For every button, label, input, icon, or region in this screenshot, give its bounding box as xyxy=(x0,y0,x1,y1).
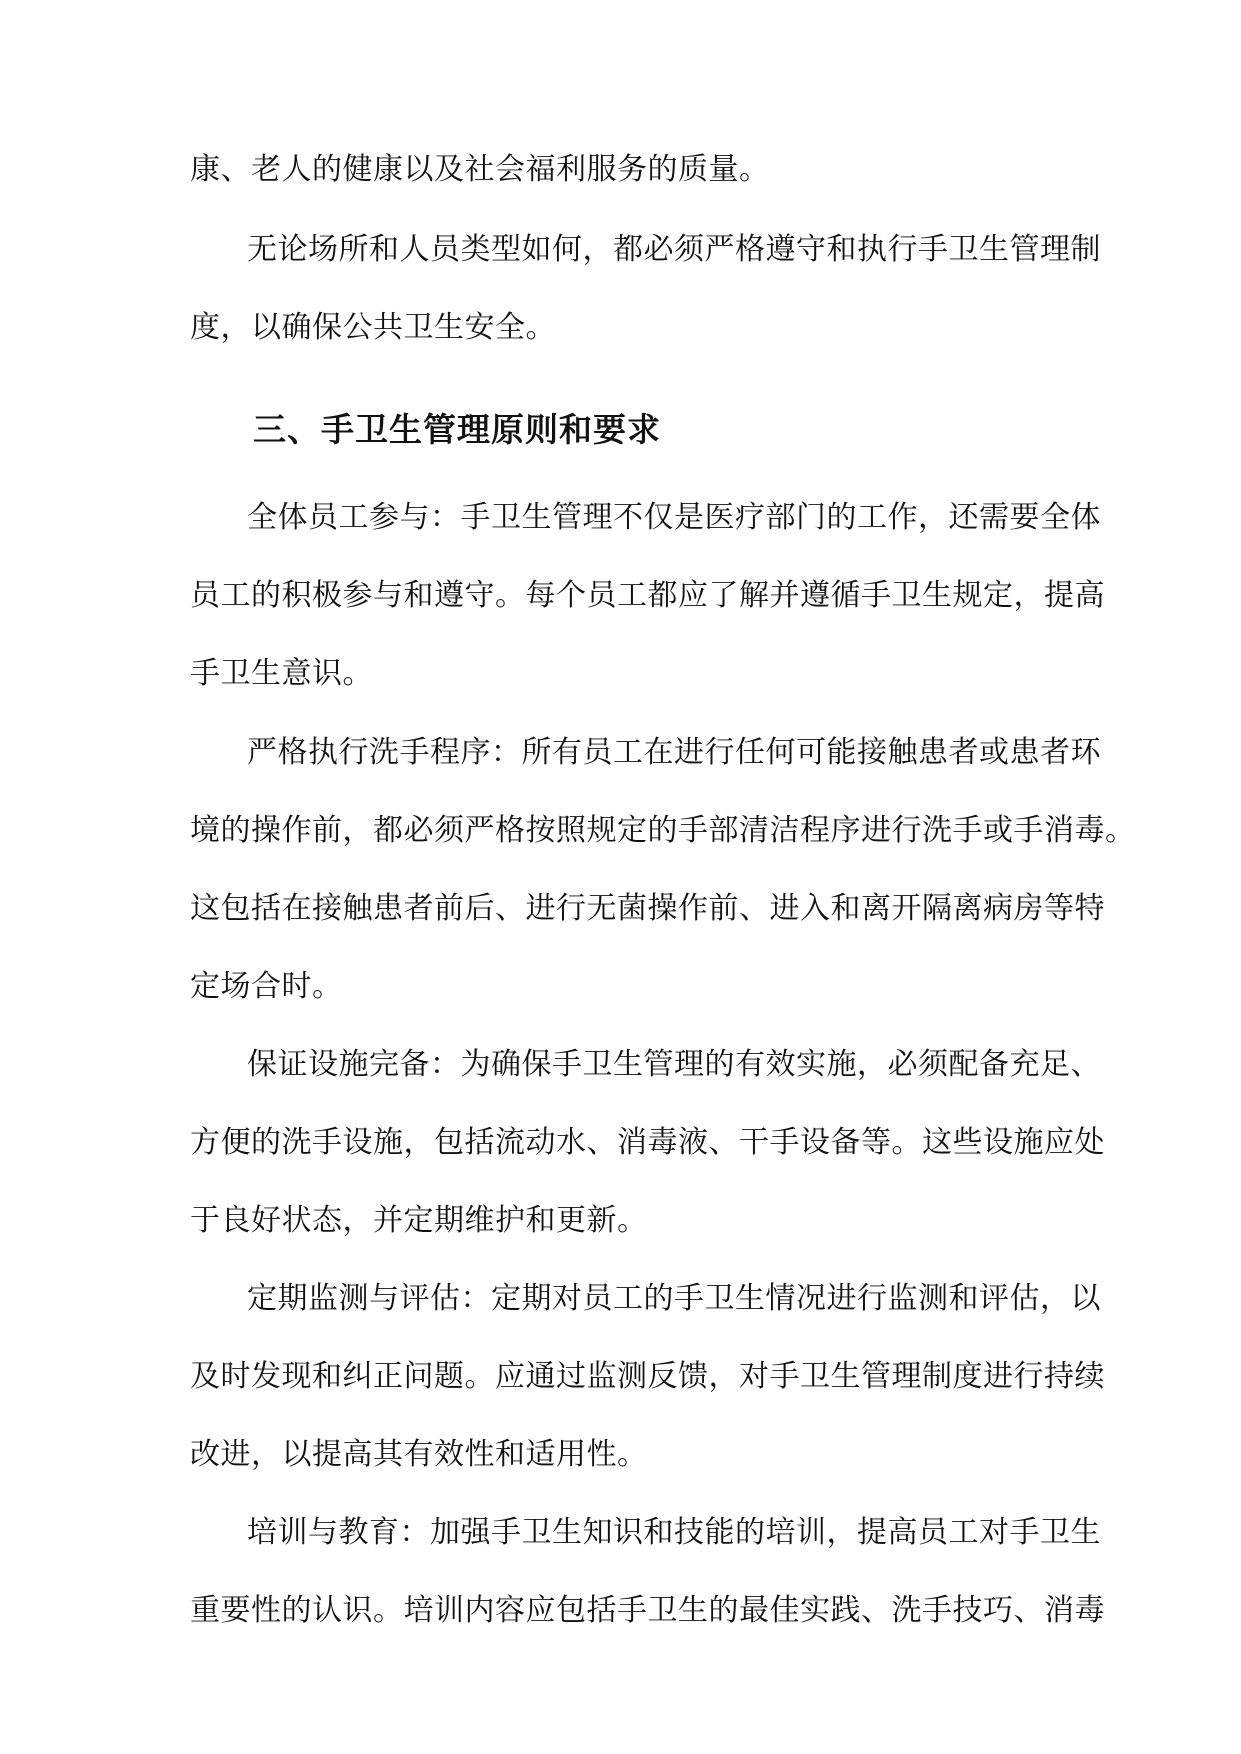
text-line: 无论场所和人员类型如何，都必须严格遵守和执行手卫生管理制 xyxy=(247,232,1101,267)
text-line: 方便的洗手设施，包括流动水、消毒液、干手设备等。这些设施应处 xyxy=(190,1125,1105,1160)
text-line: 定场合时。 xyxy=(190,969,343,1004)
text-line: 及时发现和纠正问题。应通过监测反馈，对手卫生管理制度进行持续 xyxy=(190,1359,1105,1394)
text-line: 度，以确保公共卫生安全。 xyxy=(190,310,556,345)
text-line: 境的操作前，都必须严格按照规定的手部清洁程序进行洗手或手消毒。 xyxy=(190,813,1136,848)
text-line: 这包括在接触患者前后、进行无菌操作前、进入和离开隔离病房等特 xyxy=(190,891,1105,926)
text-line: 重要性的认识。培训内容应包括手卫生的最佳实践、洗手技巧、消毒 xyxy=(190,1593,1105,1628)
text-line: 改进，以提高其有效性和适用性。 xyxy=(190,1437,648,1472)
text-line: 培训与教育：加强手卫生知识和技能的培训，提高员工对手卫生 xyxy=(247,1515,1101,1550)
text-line: 保证设施完备：为确保手卫生管理的有效实施，必须配备充足、 xyxy=(247,1047,1101,1082)
text-line: 于良好状态，并定期维护和更新。 xyxy=(190,1203,648,1238)
text-line: 手卫生意识。 xyxy=(190,656,373,691)
text-line: 员工的积极参与和遵守。每个员工都应了解并遵循手卫生规定，提高 xyxy=(190,578,1105,613)
text-line: 康、老人的健康以及社会福利服务的质量。 xyxy=(190,152,770,187)
text-line: 严格执行洗手程序：所有员工在进行任何可能接触患者或患者环 xyxy=(247,735,1101,770)
text-line: 定期监测与评估：定期对员工的手卫生情况进行监测和评估，以 xyxy=(247,1281,1101,1316)
text-line: 全体员工参与：手卫生管理不仅是医疗部门的工作，还需要全体 xyxy=(247,500,1101,535)
section-heading: 三、手卫生管理原则和要求 xyxy=(253,410,661,449)
